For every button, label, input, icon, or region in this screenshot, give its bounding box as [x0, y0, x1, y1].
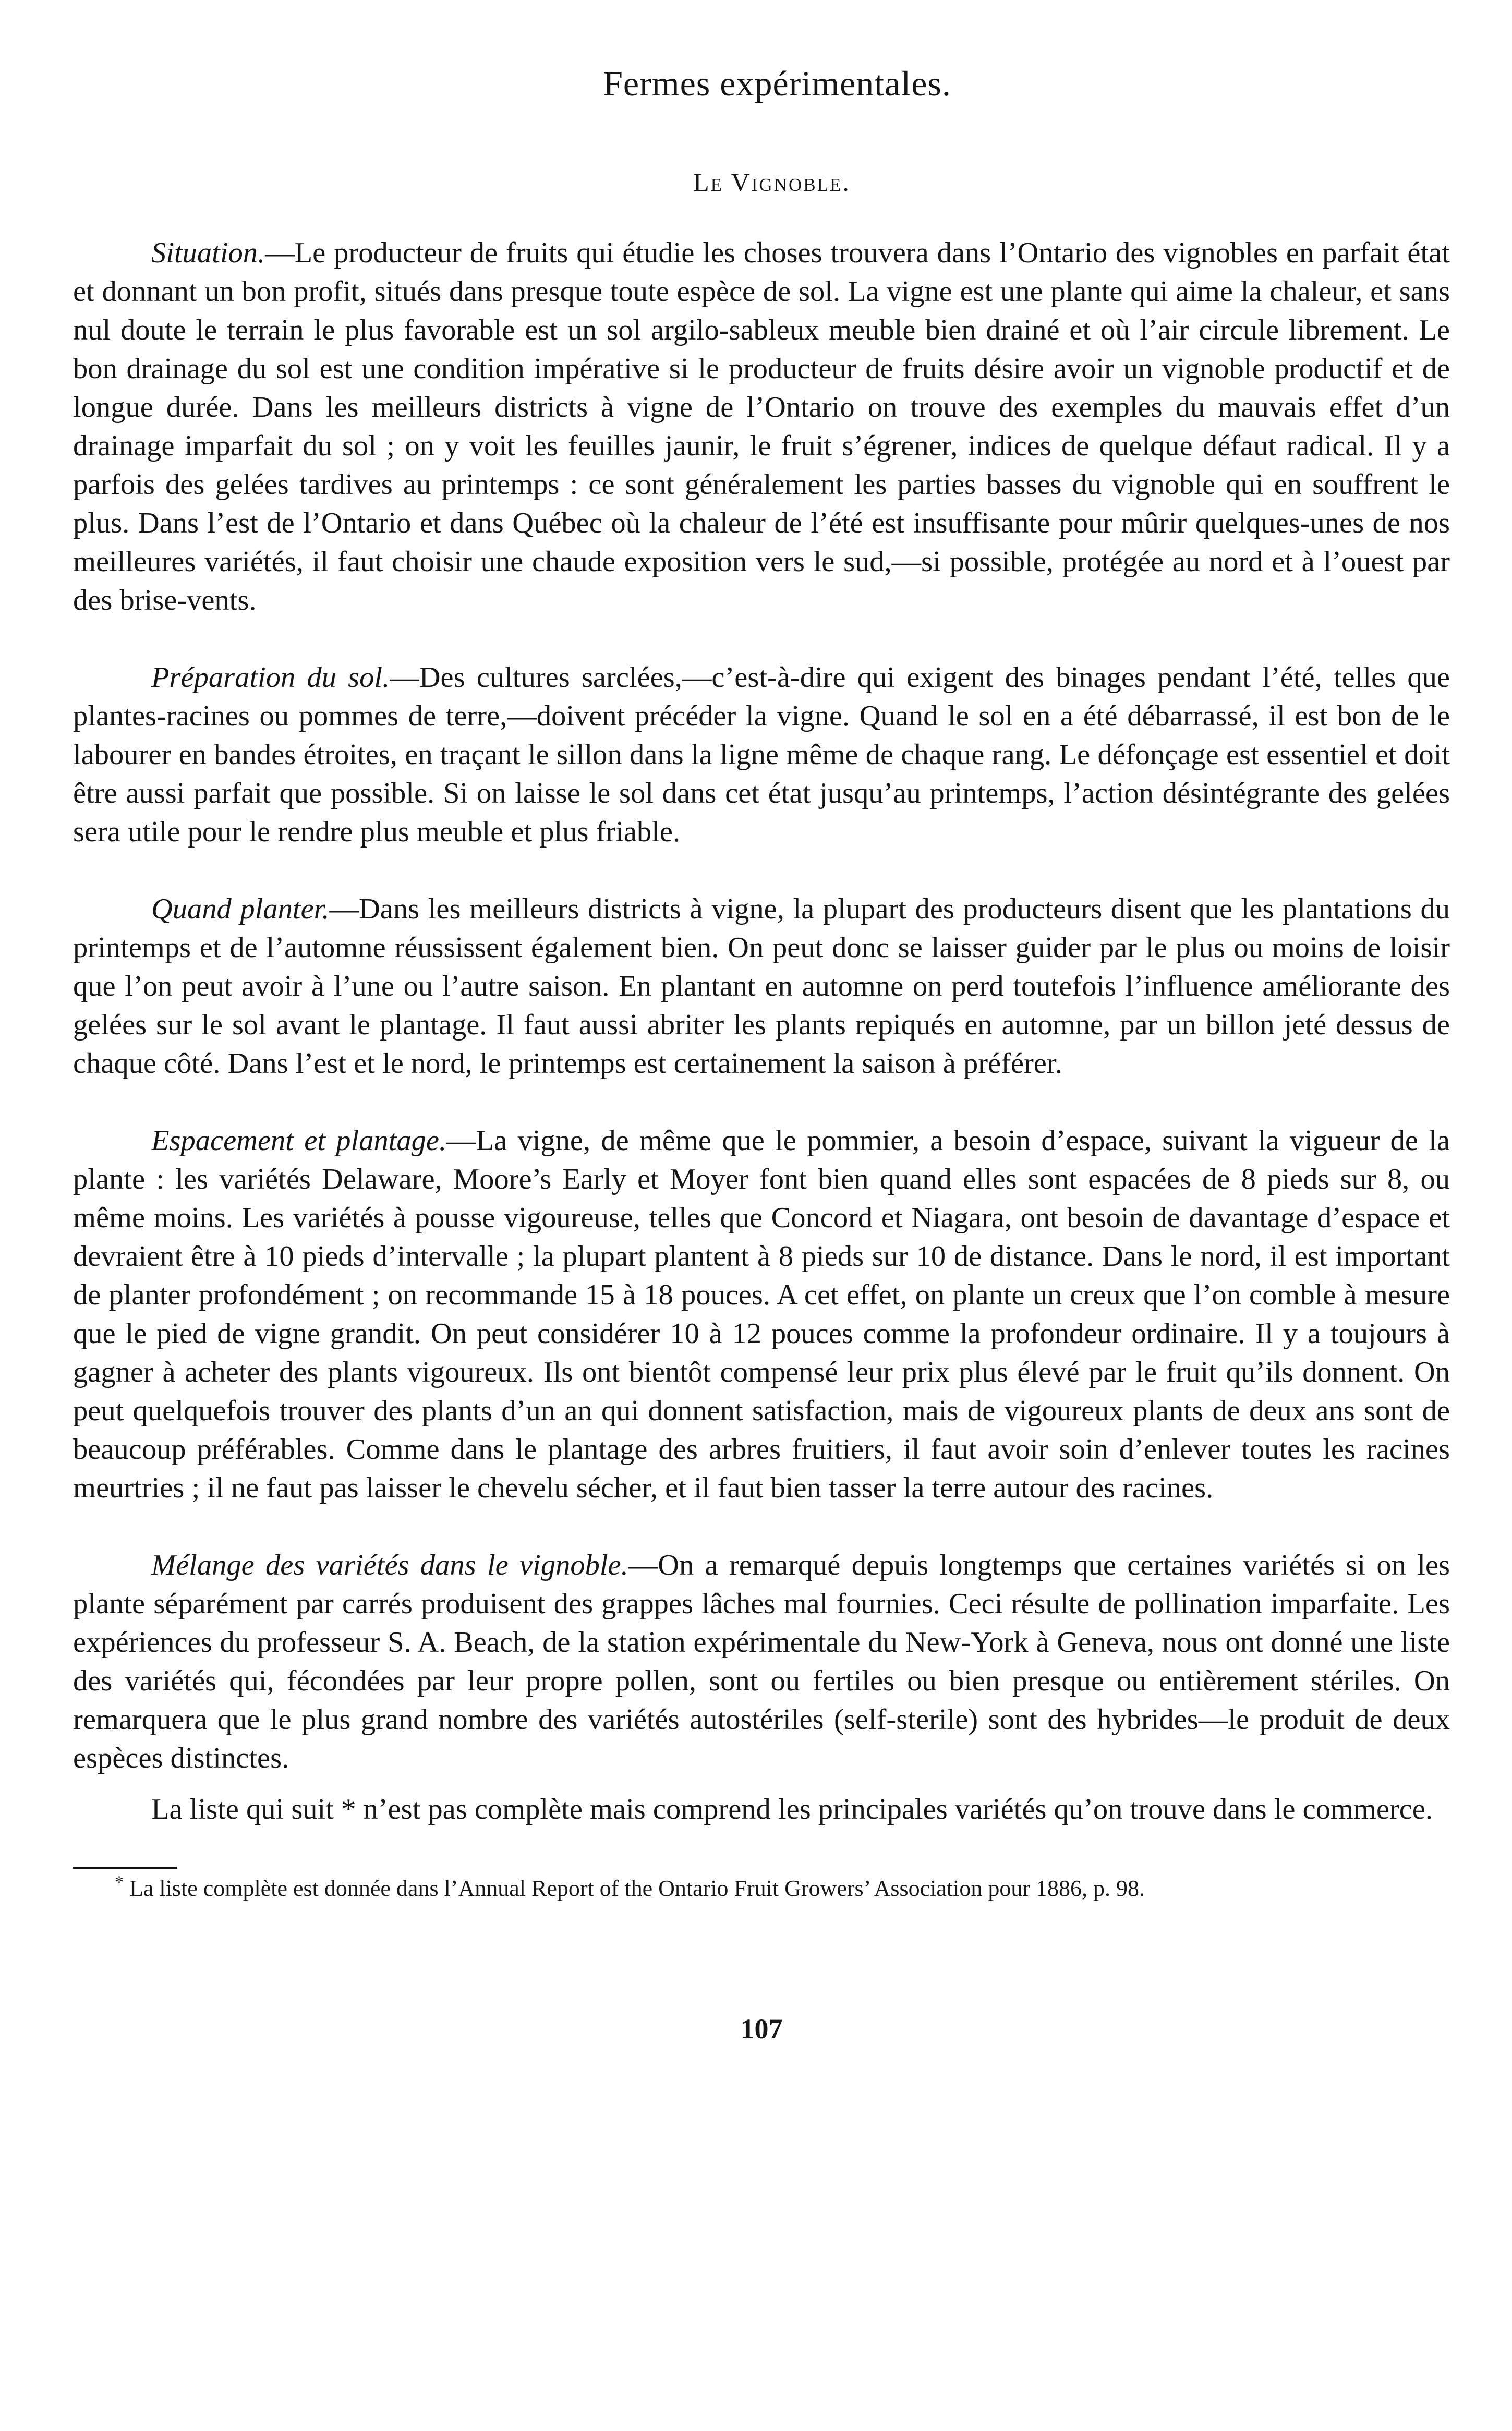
paragraph-lead: Espacement et plantage. — [151, 1124, 447, 1157]
footnote-mark: * — [115, 1872, 124, 1892]
paragraph-lead: Quand planter. — [151, 892, 330, 925]
paragraph-espacement — [73, 1121, 1450, 1507]
footnote-text: La liste complète est donnée dans l’Annual Report of the Ontario Fruit Growers’ Association pour 1886, p. 98. — [124, 1875, 1145, 1901]
section-title: Le Vignoble. — [693, 167, 851, 197]
running-title: Fermes expérimentales. — [603, 64, 951, 103]
footnote — [73, 1874, 1450, 1903]
paragraph-quand-planter — [73, 890, 1450, 1083]
paragraph-text: —Des cultures sarclées,—c’est-à-dire qui exigent des binages pendant l’été, telles que plantes-racines ou pommes de terre,—doivent précéder la vigne. Quand le sol en a été débarrassé, il est bon de le labourer en bandes étroites, en traçant le sillon dans la ligne même de chaque rang. Le défonçage est essentiel et doit être aussi parfait que possible. Si on laisse le sol dans cet état jusqu’au printemps, l’action désintégrante des gelées sera utile pour le rendre plus meuble et plus friable. — [73, 661, 1450, 848]
paragraph-lead: Mélange des variétés dans le vignoble. — [151, 1549, 628, 1581]
paragraph-situation — [73, 234, 1450, 620]
page-number: 107 — [740, 2013, 783, 2045]
paragraph-text: —On a remarqué depuis longtemps que certaines variétés si on les plante séparément par carrés produisent des grappes lâches mal fournies. Ceci résulte de pollination imparfaite. Les expériences du professeur S. A. Beach, de la station expérimentale du New-York à Geneva, nous ont donné une liste des variétés qui, fécondées par leur propre pollen, sont ou fertiles ou bien presque ou entièrement stériles. On remarquera que le plus grand nombre des variétés autostériles (self-sterile) sont des hybrides—le produit de deux espèces distinctes. — [73, 1549, 1450, 1774]
paragraph-melange — [73, 1546, 1450, 1777]
closing-text-end: n’est pas complète mais comprend les principales variétés qu’on trouve dans le commerce. — [356, 1793, 1433, 1825]
paragraph-lead: Préparation du sol. — [151, 661, 390, 694]
footnote-reference-mark: * — [341, 1793, 356, 1825]
paragraph-text: —Dans les meilleurs districts à vigne, la plupart des producteurs disent que les plantations du printemps et de l’automne réussissent également bien. On peut donc se laisser guider par le plus ou moins de loisir que l’on peut avoir à l’une ou l’autre saison. En plantant en automne on perd toutefois l’influence améliorante des gelées sur le sol avant le plantage. Il faut aussi abriter les plants repiqués en automne, par un billon jeté dessus de chaque côté. Dans l’est et le nord, le printemps est certainement la saison à préférer. — [73, 892, 1450, 1080]
paragraph-closing — [73, 1790, 1450, 1829]
closing-text-start: La liste qui suit — [151, 1793, 334, 1825]
body-text — [73, 234, 1450, 1829]
paragraph-text: —La vigne, de même que le pommier, a besoin d’espace, suivant la vigueur de la plante : les variétés Delaware, Moore’s Early et Moyer font bien quand elles sont espacées de 8 pieds sur 8, ou même moins. Les variétés à pousse vigoureuse, telles que Concord et Niagara, ont besoin de davantage d’espace et devraient être à 10 pieds d’intervalle ; la plupart plantent à 8 pieds sur 10 de distance. Dans le nord, il est important de planter profondément ; on recommande 15 à 18 pouces. A cet effet, on plante un creux que l’on comble à mesure que le pied de vigne grandit. On peut considérer 10 à 12 pouces comme la profondeur ordinaire. Il y a toujours à gagner à acheter des plants vigoureux. Ils ont bientôt compensé leur prix plus élevé par le fruit qu’ils donnent. On peut quelquefois trouver des plants d’un an qui donnent satisfaction, mais de vigoureux plants de deux ans sont de beaucoup préférables. Comme dans le plantage des arbres fruitiers, il faut avoir soin d’enlever toutes les racines meurtries ; il ne faut pas laisser le chevelu sécher, et il faut bien tasser la terre autour des racines. — [73, 1124, 1450, 1504]
paragraph-preparation — [73, 658, 1450, 851]
footnote-divider — [73, 1867, 177, 1869]
paragraph-lead: Situation. — [151, 236, 265, 269]
paragraph-text: —Le producteur de fruits qui étudie les choses trouvera dans l’Ontario des vignobles en parfait état et donnant un bon profit, situés dans presque toute espèce de sol. La vigne est une plante qui aime la chaleur, et sans nul doute le terrain le plus favorable est un sol argilo-sableux meuble bien drainé et où l’air circule librement. Le bon drainage du sol est une condition impérative si le producteur de fruits désire avoir un vignoble productif et de longue durée. Dans les meilleurs districts à vigne de l’Ontario on trouve des exemples du mauvais effet d’un drainage imparfait du sol ; on y voit les feuilles jaunir, le fruit s’égrener, indices de quelque défaut radical. Il y a parfois des gelées tardives au printemps : ce sont généralement les parties basses du vignoble qui en souffrent le plus. Dans l’est de l’Ontario et dans Québec où la chaleur de l’été est insuffisante pour mûrir quelques-unes de nos meilleures variétés, il faut choisir une chaude exposition vers le sud,—si possible, protégée au nord et à l’ouest par des brise-vents. — [73, 236, 1450, 616]
book-page — [73, 63, 1450, 2399]
